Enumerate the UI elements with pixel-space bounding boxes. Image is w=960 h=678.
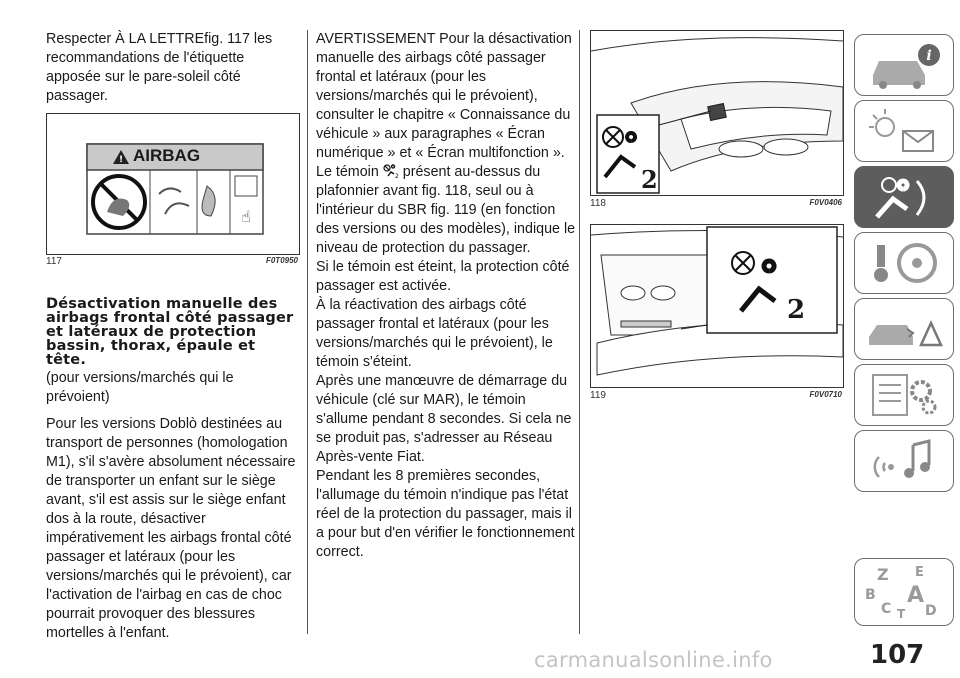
index-letter: E [915,565,924,580]
section-body: Pour les versions Doblò destinées au transport de personnes (homologation M1), s'il s'avère absolument nécessaire de transporter un enfant sur le siège avant, s'il est assis sur le siège enfant dos à la route, désactiver impérativement les airbags frontal côté passager et latéraux (pour les versions/marchés qui le prévoient), car l'activation de l'airbag en cas de choc pourrait provoquer des blessures mortelles à l'enfant. [46,416,296,641]
index-letter: B [865,587,876,603]
column-divider-right [579,30,580,634]
warning-paragraph: AVERTISSEMENT Pour la désactivation manuelle des airbags côté passager frontal et latéraux (pour les versions/marchés qui le prévoient), consulter le chapitre « Connaissance du véhicule » aux paragraphes « Écran numérique » et « Écran multifonction ». [316,31,572,161]
intro-paragraph: Respecter À LA LETTREfig. 117 les recommandations de l'étiquette apposée sur le pare-soleil côté passager. [46,31,273,104]
status-paragraph-start: Après une manœuvre de démarrage du véhicule (clé sur MAR), le témoin s'allume pendant 8 secondes. Si cela ne se produit pas, s'adresser au Réseau Après-vente Fiat. [316,373,572,465]
svg-text:!: ! [118,155,124,165]
status-paragraph-off: Si le témoin est éteint, la protection côté passager est activée. [316,259,570,294]
page-number: 107 [870,640,925,670]
index-letter: T [897,607,906,621]
tab-maintenance[interactable] [854,364,954,426]
svg-text:☝: ☝ [241,207,251,226]
multimedia-icon [855,431,953,491]
tab-multimedia[interactable] [854,430,954,492]
figure-117-label: AIRBAG [133,146,201,165]
ceiling-light-illustration [591,31,843,195]
middle-column [316,30,578,562]
column-divider [307,30,308,634]
airbag-warning-icon [383,164,399,178]
svg-text:2: 2 [394,173,399,178]
figure-119-caption [590,390,842,401]
figure-119 [590,224,844,388]
figure-118-caption [590,198,842,209]
tab-emergency[interactable] [854,298,954,360]
tab-starting[interactable] [854,232,954,294]
index-letter: C [881,601,892,617]
svg-text:i: i [926,48,932,64]
airbag-label-illustration [47,114,299,254]
list-gear-icon [855,365,953,425]
figure-118 [590,30,844,196]
alphabet-index-icon [855,559,953,625]
figure-code: F0V0710 [809,390,842,399]
figure-number: 117 [46,256,62,267]
figure-number: 119 [590,390,606,401]
tab-safety[interactable] [854,166,954,228]
figure-code: F0T0950 [265,256,298,265]
lamp-paragraph [316,163,578,258]
index-letter: A [907,583,925,608]
figure-code: F0V0406 [809,198,842,207]
tab-index[interactable] [854,558,954,626]
index-letter: D [925,603,937,619]
figure-118-symbol: 2 [641,165,658,194]
index-letter: Z [877,565,889,584]
status-paragraph-reactivation: À la réactivation des airbags côté passager frontal et latéraux (pour les versions/marchés qui le prévoient), le témoin s'éteint. [316,297,553,370]
section-subheading: (pour versions/marchés qui le prévoient) [46,370,234,405]
figure-117-caption [46,256,298,267]
sbr-panel-illustration [591,225,843,387]
section-block [46,297,300,643]
lamp-text-start: Le témoin [316,164,379,180]
status-paragraph-first-seconds: Pendant les 8 premières secondes, l'allumage du témoin n'indique pas l'état réel de la protection du passager, mais il a pour but d'en vérifier le fonctionnement correct. [316,468,575,560]
tab-lights[interactable] [854,100,954,162]
lamp-text-end: présent au-dessus du plafonnier avant fig. 118, seul ou à l'intérieur du SBR fig. 119 (en fonction des versions ou des modèles), indique le niveau de protection du passager. [316,164,576,256]
car-info-icon [855,35,953,95]
figure-number: 118 [590,198,606,209]
section-heading: Désactivation manuelle des airbags frontal côté passager et latéraux de protection bassin, thorax, épaule et tête. [46,296,294,368]
figure-117 [46,113,300,255]
watermark: carmanualsonline.info [534,648,773,672]
light-envelope-icon [855,101,953,161]
crash-triangle-icon [855,299,953,359]
left-column [46,30,298,106]
key-steering-icon [855,233,953,293]
tab-car-info[interactable] [854,34,954,96]
figure-119-symbol: 2 [787,295,806,325]
airbag-seat-icon [855,167,953,227]
